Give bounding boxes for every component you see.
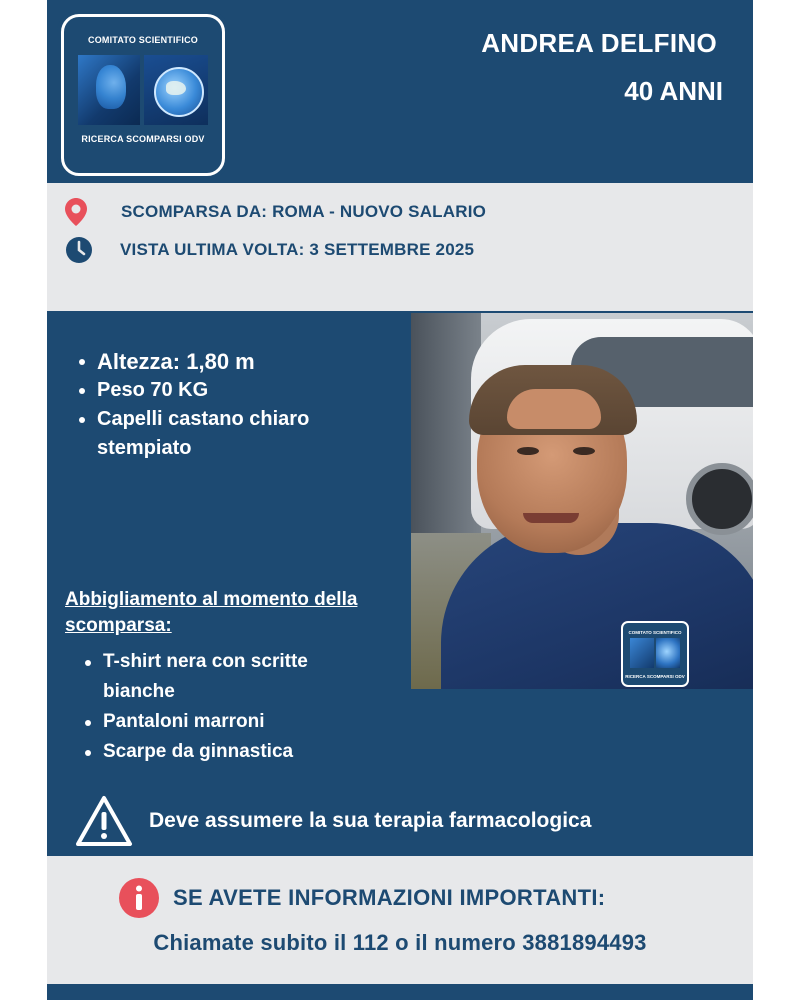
- organization-logo: [61, 14, 225, 176]
- last-seen-row: [65, 235, 474, 265]
- clothing-item: Pantaloni marroni: [85, 707, 383, 737]
- logo-bottom-text: RICERCA SCOMPARSI ODV: [81, 134, 205, 144]
- contact-section: [47, 856, 753, 984]
- clothing-item: T-shirt nera con scritte bianche: [85, 647, 383, 707]
- person-name: ANDREA DELFINO: [481, 28, 717, 58]
- clothing-item: Scarpe da ginnastica: [85, 737, 383, 767]
- trait-height: Altezza: 1,80 m: [79, 347, 377, 376]
- medication-warning: [75, 793, 591, 849]
- photo-watermark-logo: [621, 621, 689, 687]
- map-pin-icon: [65, 198, 87, 226]
- disappearance-info: [47, 183, 753, 311]
- contact-heading: SE AVETE INFORMAZIONI IMPORTANTI:: [173, 885, 606, 910]
- clothing-list: [85, 647, 383, 767]
- poster-header: [47, 0, 753, 183]
- head-profile-icon: [78, 55, 140, 125]
- watermark-top-text: COMITATO SCIENTIFICO: [628, 630, 682, 635]
- clock-icon: [65, 236, 93, 264]
- warning-text: Deve assumere la sua terapia farmacologica: [149, 809, 592, 832]
- missing-person-poster: [47, 0, 753, 1000]
- warning-triangle-icon: [75, 795, 133, 847]
- person-photo: [411, 313, 753, 689]
- trait-weight: Peso 70 KG: [79, 376, 377, 405]
- contact-heading-row: [119, 878, 605, 918]
- watermark-bottom-text: RICERCA SCOMPARSI ODV: [625, 674, 685, 679]
- logo-top-text: COMITATO SCIENTIFICO: [88, 35, 198, 45]
- person-age: 40 ANNI: [624, 76, 723, 106]
- footer-bar: [47, 984, 753, 1000]
- globe-icon: [144, 55, 208, 125]
- physical-traits-list: [79, 347, 377, 463]
- info-circle-icon: [119, 878, 159, 918]
- trait-hair: Capelli castano chiaro stempiato: [79, 405, 377, 463]
- clothing-title: Abbigliamento al momento della scomparsa:: [65, 589, 358, 636]
- details-section: [47, 311, 753, 856]
- location-text: SCOMPARSA DA: ROMA - NUOVO SALARIO: [121, 202, 487, 221]
- location-row: [65, 197, 486, 227]
- contact-call-text: Chiamate subito il 112 o il numero 3881894493: [153, 930, 647, 955]
- last-seen-text: VISTA ULTIMA VOLTA: 3 SETTEMBRE 2025: [120, 240, 475, 259]
